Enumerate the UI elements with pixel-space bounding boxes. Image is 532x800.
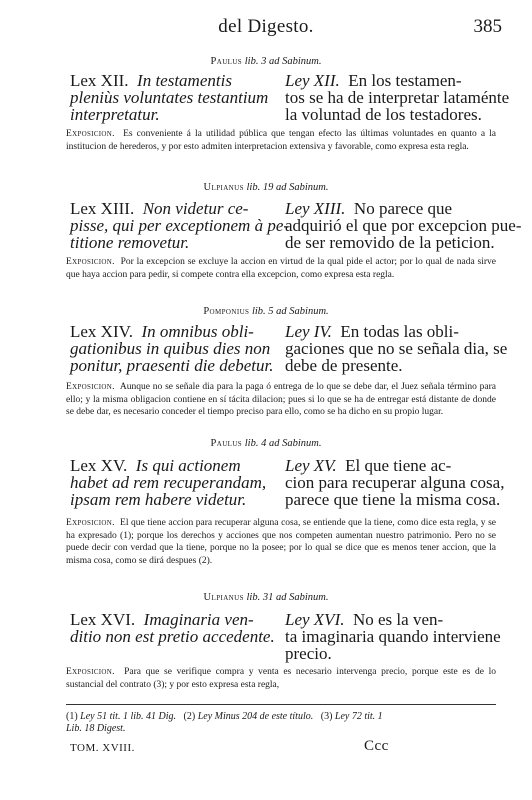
latin-line: In omnibus obli- (141, 322, 254, 341)
ley-label: Ley XV. (285, 456, 337, 475)
latin-line: titione removetur. (70, 233, 190, 252)
spanish-text (285, 457, 507, 508)
source-book: lib. 19 ad Sabinum. (246, 182, 329, 193)
source-book: lib. 4 ad Sabinum. (244, 438, 322, 449)
footnote-text: Ley 72 tit. 1 (334, 711, 383, 722)
footnote-continuation: Lib. 18 Digest. (66, 723, 126, 734)
spanish-line: En los testamen- (348, 71, 462, 90)
exposicion-heading: Exposicion. (66, 382, 115, 392)
exposicion-text: Para que se verifique compra y venta es necesario intervenga precio, porque este es de lo sustancial del contrato (3); y por esto expresa esta regla, (66, 667, 496, 690)
footnote-text: Ley 51 tit. 1 lib. 41 Dig. (80, 711, 177, 722)
latin-text (70, 611, 278, 645)
footnote-text: Ley Minus 204 de este título. (197, 711, 314, 722)
source-book: lib. 3 ad Sabinum. (244, 56, 322, 67)
source-author: Ulpianus (203, 592, 244, 603)
latin-line: ipsam rem habere videtur. (70, 490, 247, 509)
spanish-line: parece que tiene la misma cosa. (285, 490, 501, 509)
ley-label: Ley XVI. (285, 610, 345, 629)
footnote-mark: (1) (66, 711, 78, 722)
exposicion-heading: Exposicion. (66, 667, 115, 677)
latin-line: Is qui actionem (135, 456, 241, 475)
source-author: Paulus (210, 438, 243, 449)
latin-text (70, 323, 278, 374)
exposicion-paragraph (66, 256, 496, 281)
spanish-text (285, 611, 507, 662)
exposicion-paragraph (66, 128, 496, 153)
lex-label: Lex XVI. (70, 610, 136, 629)
source-book: lib. 31 ad Sabinum. (246, 592, 329, 603)
exposicion-paragraph (66, 381, 496, 419)
ley-label: Ley XII. (285, 71, 340, 90)
latin-line: Non videtur ce- (142, 199, 249, 218)
running-title: del Digesto. (218, 16, 314, 37)
latin-line: In testamentis (137, 71, 232, 90)
footnotes (66, 711, 506, 735)
exposicion-paragraph (66, 666, 496, 691)
exposicion-paragraph (66, 517, 496, 567)
spanish-line: debe de presente. (285, 356, 403, 375)
latin-line: pleniùs voluntates testantium (70, 88, 269, 107)
source-line (0, 592, 532, 603)
lex-label: Lex XIV. (70, 322, 133, 341)
spanish-text (285, 199, 522, 252)
latin-line: habet ad rem recuperandam, (70, 473, 267, 492)
ley-label: Ley IV. (285, 322, 332, 341)
exposicion-text: Aunque no se señale dia para la paga ó entrega de lo que se debe dar, el Juez señala término para ello; y la misma obligacion contiene en sí tácita dilacion; pues si lo que se ha de entregar está distante de donde se debe dar, es necesario conceder el tiempo preciso para ello, como se ha dicho en su propio lugar. (66, 382, 496, 417)
latin-text (70, 457, 278, 508)
source-author: Pomponius (203, 306, 250, 317)
latin-line: Imaginaria ven- (143, 610, 254, 629)
spanish-line: precio. (285, 644, 332, 663)
latin-text (70, 72, 278, 123)
ley-label: Ley XIII. (285, 199, 346, 218)
exposicion-heading: Exposicion. (66, 518, 115, 528)
footnote-line (66, 711, 506, 723)
spanish-text (285, 71, 510, 124)
spanish-line: tos se ha de interpretar lataménte (285, 88, 510, 107)
spanish-line: la voluntad de los testadores. (285, 105, 482, 124)
latin-line: ponitur, praesenti die debetur. (70, 356, 274, 375)
latin-line: gationibus in quibus dies non (70, 339, 271, 358)
source-line (0, 306, 532, 317)
exposicion-heading: Exposicion. (66, 257, 115, 267)
latin-line: pisse, qui per exceptionem à pe- (70, 216, 290, 235)
source-author: Ulpianus (203, 182, 244, 193)
spanish-line: En todas las obli- (340, 322, 459, 341)
lex-label: Lex XII. (70, 71, 129, 90)
lex-label: Lex XIII. (70, 199, 135, 218)
source-line (0, 182, 532, 193)
spanish-line: ta imaginaria quando interviene (285, 627, 501, 646)
volume-signature: TOM. XVIII. (70, 742, 135, 754)
spanish-line: adquirió el que por excepcion pue- (285, 216, 522, 235)
latin-text (70, 199, 290, 252)
exposicion-text: Es conveniente á la utilidad pública que tengan efecto las últimas voluntades en quanto a la institucion de herederos, y por esto admiten interpretacion extensiva y favorable, como expresa esta regla. (66, 129, 497, 152)
source-author: Paulus (210, 56, 243, 67)
exposicion-text: Por la excepcion se excluye la accion en virtud de la qual pide el actor; por lo qual de nada sirve que haya accion para pedir, si compete contra ella excepcion, como expresa esta regla. (66, 257, 496, 280)
spanish-line: El que tiene ac- (345, 456, 452, 475)
spanish-line: gaciones que no se señala dia, se (285, 339, 508, 358)
spanish-text (285, 323, 507, 374)
spanish-line: No es la ven- (352, 610, 444, 629)
lex-label: Lex XV. (70, 456, 128, 475)
latin-line: ditio non est pretio accedente. (70, 627, 275, 646)
spanish-line: de ser removido de la peticion. (285, 233, 495, 252)
source-book: lib. 5 ad Sabinum. (251, 306, 329, 317)
spanish-line: cion para recuperar alguna cosa, (285, 473, 505, 492)
source-line (0, 56, 532, 67)
running-head (0, 16, 532, 42)
source-line (0, 438, 532, 449)
exposicion-heading: Exposicion. (66, 129, 115, 139)
spanish-line: No parece que (353, 199, 453, 218)
gathering-mark: Ccc (364, 738, 389, 754)
footnote-mark: (2) (183, 711, 196, 722)
page-number: 385 (473, 16, 502, 37)
footnote-rule (66, 704, 496, 705)
latin-line: interpretatur. (70, 105, 160, 124)
exposicion-text: El que tiene accion para recuperar alguna cosa, se entiende que la tiene, como dice esta regla, y se ha expresado (1); porque los derechos y acciones que nos competen aumentan nuestro patrimonio. Pero no se puede decir con verdad que la tiene, porque no la posee; por lo qual se dice que es menos tener accion, que la misma cosa, como se dirá despues (2). (66, 518, 497, 566)
footnote-mark: (3) (320, 711, 333, 722)
